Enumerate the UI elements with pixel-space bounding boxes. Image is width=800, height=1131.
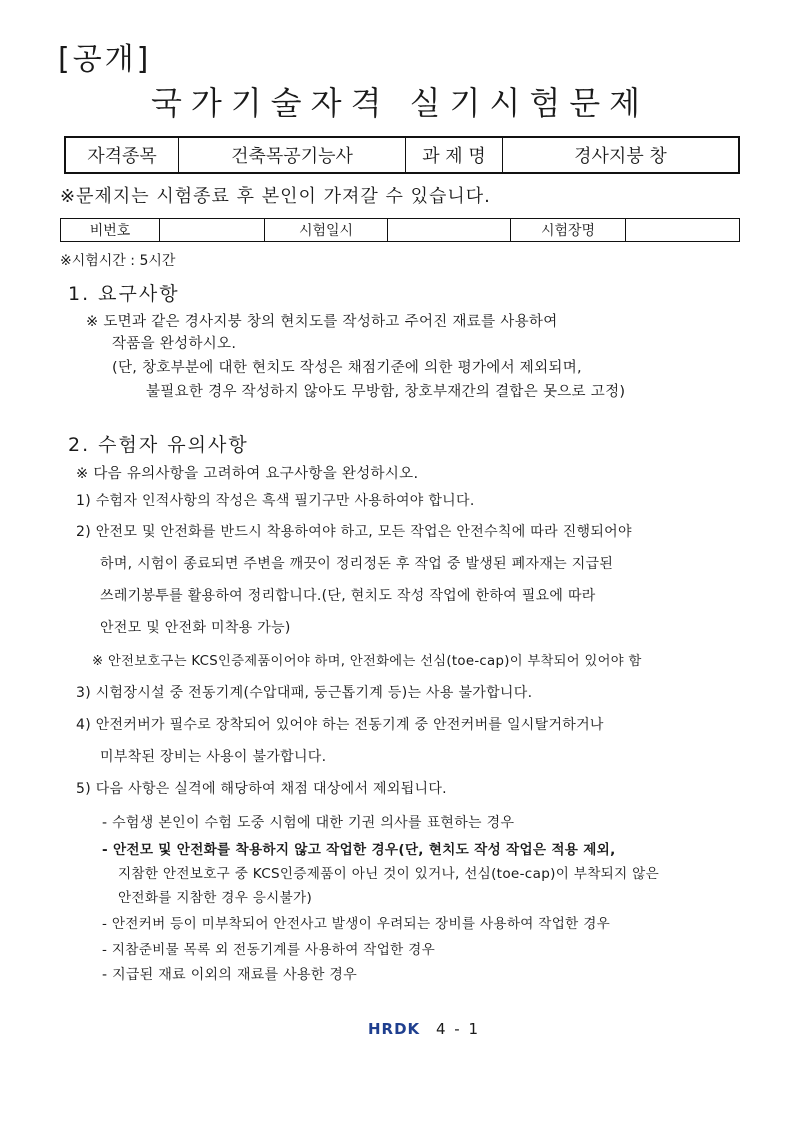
- exam-number-field[interactable]: [160, 219, 265, 242]
- precautions-intro: ※ 다음 유의사항을 고려하여 요구사항을 완성하시오.: [76, 466, 419, 482]
- exam-venue-field[interactable]: [626, 219, 740, 242]
- qualification-info-table: [64, 136, 740, 174]
- public-tag: [공개]: [58, 42, 152, 77]
- exam-number-label: 비번호: [61, 219, 160, 242]
- requirement-line: ※ 도면과 같은 경사지붕 창의 현치도를 작성하고 주어진 재료를 사용하여: [86, 314, 558, 330]
- precaution-item: 4) 안전커버가 필수로 장착되어 있어야 하는 전동기계 중 안전커버를 일시탈거하거나: [76, 717, 604, 733]
- precaution-item: 미부착된 장비는 사용이 불가합니다.: [100, 749, 327, 765]
- disqualification-item: 안전화를 지참한 경우 응시불가): [118, 890, 313, 906]
- precaution-note: ※ 안전보호구는 KCS인증제품이어야 하며, 안전화에는 선심(toe-cap)이 부착되어 있어야 함: [92, 654, 642, 669]
- qualification-type-label: 자격종목: [65, 137, 179, 173]
- precaution-item: 안전모 및 안전화 미착용 가능): [100, 620, 291, 636]
- precaution-item: 2) 안전모 및 안전화를 반드시 착용하여야 하고, 모든 작업은 안전수칙에 따라 진행되어야: [76, 524, 632, 540]
- section-heading-precautions: 2. 수험자 유의사항: [68, 434, 249, 456]
- precaution-item: 1) 수험자 인적사항의 작성은 흑색 필기구만 사용하여야 합니다.: [76, 493, 475, 509]
- page-number: 4 - 1: [436, 1020, 481, 1038]
- requirement-line: (단, 창호부분에 대한 현치도 작성은 채점기준에 의한 평가에서 제외되며,: [112, 360, 582, 376]
- precaution-item: 쓰레기봉투를 활용하여 정리합니다.(단, 현치도 작성 작업에 한하여 필요에 따라: [100, 588, 596, 604]
- precaution-item: 3) 시험장시설 중 전동기계(수압대패, 둥근톱기계 등)는 사용 불가합니다.: [76, 685, 533, 701]
- section-heading-requirements: 1. 요구사항: [68, 283, 180, 305]
- exam-info-table: [60, 218, 740, 242]
- document-title: 국가기술자격 실기시험문제: [150, 84, 650, 122]
- requirement-line: 작품을 완성하시오.: [112, 336, 237, 352]
- requirement-line: 불필요한 경우 작성하지 않아도 무방함, 창호부재간의 결합은 못으로 고정): [146, 384, 626, 400]
- disqualification-item: 지참한 안전보호구 중 KCS인증제품이 아닌 것이 있거나, 선심(toe-cap)이 부착되지 않은: [118, 866, 660, 882]
- precaution-item: 하며, 시험이 종료되면 주변을 깨끗이 정리정돈 후 작업 중 발생된 폐자재는 지급된: [100, 556, 614, 572]
- exam-date-label: 시험일시: [265, 219, 388, 242]
- qualification-type-value: 건축목공기능사: [179, 137, 406, 173]
- hrdk-logo: HRDK: [368, 1020, 421, 1038]
- notice-text: ※문제지는 시험종료 후 본인이 가져갈 수 있습니다.: [60, 186, 491, 207]
- precaution-item: 5) 다음 사항은 실격에 해당하여 채점 대상에서 제외됩니다.: [76, 781, 447, 797]
- exam-time: ※시험시간 : 5시간: [60, 253, 176, 269]
- disqualification-item: - 안전커버 등이 미부착되어 안전사고 발생이 우려되는 장비를 사용하여 작업한 경우: [102, 916, 611, 932]
- exam-venue-label: 시험장명: [511, 219, 626, 242]
- disqualification-item: - 지급된 재료 이외의 재료를 사용한 경우: [102, 967, 358, 983]
- disqualification-item: - 지참준비물 목록 외 전동기계를 사용하여 작업한 경우: [102, 942, 436, 958]
- disqualification-item: - 안전모 및 안전화를 착용하지 않고 작업한 경우(단, 현치도 작성 작업은 적용 제외,: [102, 842, 616, 858]
- task-name-label: 과 제 명: [406, 137, 503, 173]
- task-name-value: 경사지붕 창: [503, 137, 740, 173]
- disqualification-item: - 수험생 본인이 수험 도중 시험에 대한 기권 의사를 표현하는 경우: [102, 815, 515, 831]
- exam-date-field[interactable]: [388, 219, 511, 242]
